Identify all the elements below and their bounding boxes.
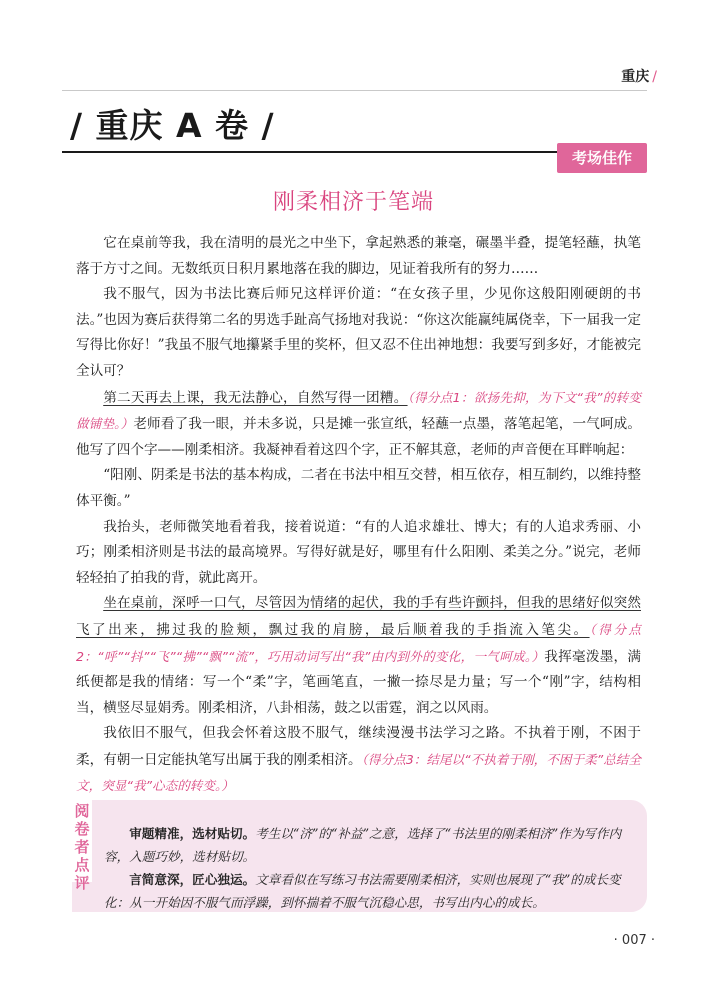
tag-badge: 考场佳作 xyxy=(557,143,647,173)
label-char: 卷 xyxy=(74,820,90,838)
paragraph-text: 我挥毫泼墨，满纸便都是我的情绪：写一个“柔”字，笔画笔直，一撇一捺尽是力量；写一个“刚”字，结构相当，横竖尽显娟秀。刚柔相济，八卦相荡，鼓之以雷霆，润之以风雨。 xyxy=(76,648,641,716)
review-lead: 言简意深，匠心独运。 xyxy=(129,872,256,887)
header-rule xyxy=(62,90,647,91)
review-paragraph-1 xyxy=(104,822,636,868)
essay-paragraph-5: 我抬头，老师微笑地看着我，接着说道：“有的人追求雄壮、博大；有的人追求秀丽、小巧；刚柔相济则是书法的最高境界。写得好就是好，哪里有什么阳刚、柔美之分。”说完，老师轻轻拍了拍我的背，就此离开。 xyxy=(76,518,641,586)
running-header-slash: / xyxy=(652,69,657,85)
review-lead: 审题精准，选材贴切。 xyxy=(129,826,256,841)
scoring-note-1: （得分点1：欲扬先抑，为下文“我”的转变做铺垫。） xyxy=(76,389,642,432)
scoring-note-3: （得分点3：结尾以“不执着于刚，不困于柔”总结全文，突显“我”心态的转变。） xyxy=(76,751,641,794)
reviewer-comment-text xyxy=(104,822,636,914)
review-paragraph-2 xyxy=(104,868,636,914)
label-char: 点 xyxy=(74,856,90,874)
underlined-sentence: 第二天再去上课，我无法静心，自然写得一团糟。 xyxy=(103,389,408,406)
label-char: 评 xyxy=(74,874,90,892)
essay-paragraph-1: 它在桌前等我，我在清明的晨光之中坐下，拿起熟悉的兼毫，碾墨半叠，提笔轻蘸，执笔落于方寸之间。无数纸页日积月累地落在我的脚边，见证着我所有的努力…… xyxy=(76,235,641,277)
essay-body xyxy=(76,231,641,800)
essay-paragraph-2: 我不服气，因为书法比赛后师兄这样评价道：“在女孩子里，少见你这般阳刚硬朗的书法。”也因为赛后获得第二名的男选手趾高气扬地对我说：“你这次能赢纯属侥幸，下一届我一定写得比你好！”我虽不服气地攥紧手里的奖杯，但又忍不住出神地想：我要写到多好，才能被完全认可？ xyxy=(76,286,641,379)
underlined-sentence: 坐在桌前，深呼一口气，尽管因为情绪的起伏，我的手有些许颤抖，但我的思绪好似突然飞了出来，拂过我的脸颊，飘过我的肩膀，最后顺着我的手指流入笔尖。 xyxy=(76,595,641,638)
running-header xyxy=(621,66,657,86)
running-header-title: 重庆 xyxy=(621,69,650,85)
reviewer-comment-label xyxy=(72,800,92,892)
label-char: 阅 xyxy=(74,802,90,820)
essay-paragraph-3 xyxy=(76,385,641,464)
label-char: 者 xyxy=(74,838,90,856)
review-body: 文章看似在写练习书法需要刚柔相济，实则也展现了“我”的成长变化：从一开始因不服气而浮躁，到怀揣着不服气沉稳心思，书写出内心的成长。 xyxy=(104,872,621,910)
review-body: 考生以“济”的“补益”之意，选择了“书法里的刚柔相济”作为写作内容，入题巧妙，选材贴切。 xyxy=(104,826,622,864)
scoring-note-2: （得分点2：“呼”“抖”“飞”“拂”“飘”“流”，巧用动词写出“我”由内到外的变化，一气呵成。） xyxy=(76,621,642,664)
essay-paragraph-6 xyxy=(76,591,641,721)
essay-title: 刚柔相济于笔端 xyxy=(272,190,434,215)
paragraph-text: 我依旧不服气，但我会怀着这股不服气，继续漫漫书法学习之路。不执着于刚，不困于柔，有朝一日定能执笔写出属于我的刚柔相济。 xyxy=(76,725,641,768)
essay-paragraph-4: “阳刚、阴柔是书法的基本构成，二者在书法中相互交替，相互依存，相互制约，以维持整体平衡。” xyxy=(76,467,641,509)
paragraph-text: 老师看了我一眼，并未多说，只是摊一张宣纸，轻蘸一点墨，落笔起笔，一气呵成。他写了四个字——刚柔相济。我凝神看着这四个字，正不解其意，老师的声音便在耳畔响起： xyxy=(76,416,641,458)
section-title: / 重庆 A 卷 / xyxy=(70,106,275,145)
essay-paragraph-7 xyxy=(76,721,641,800)
page-number: · 007 · xyxy=(613,933,655,948)
